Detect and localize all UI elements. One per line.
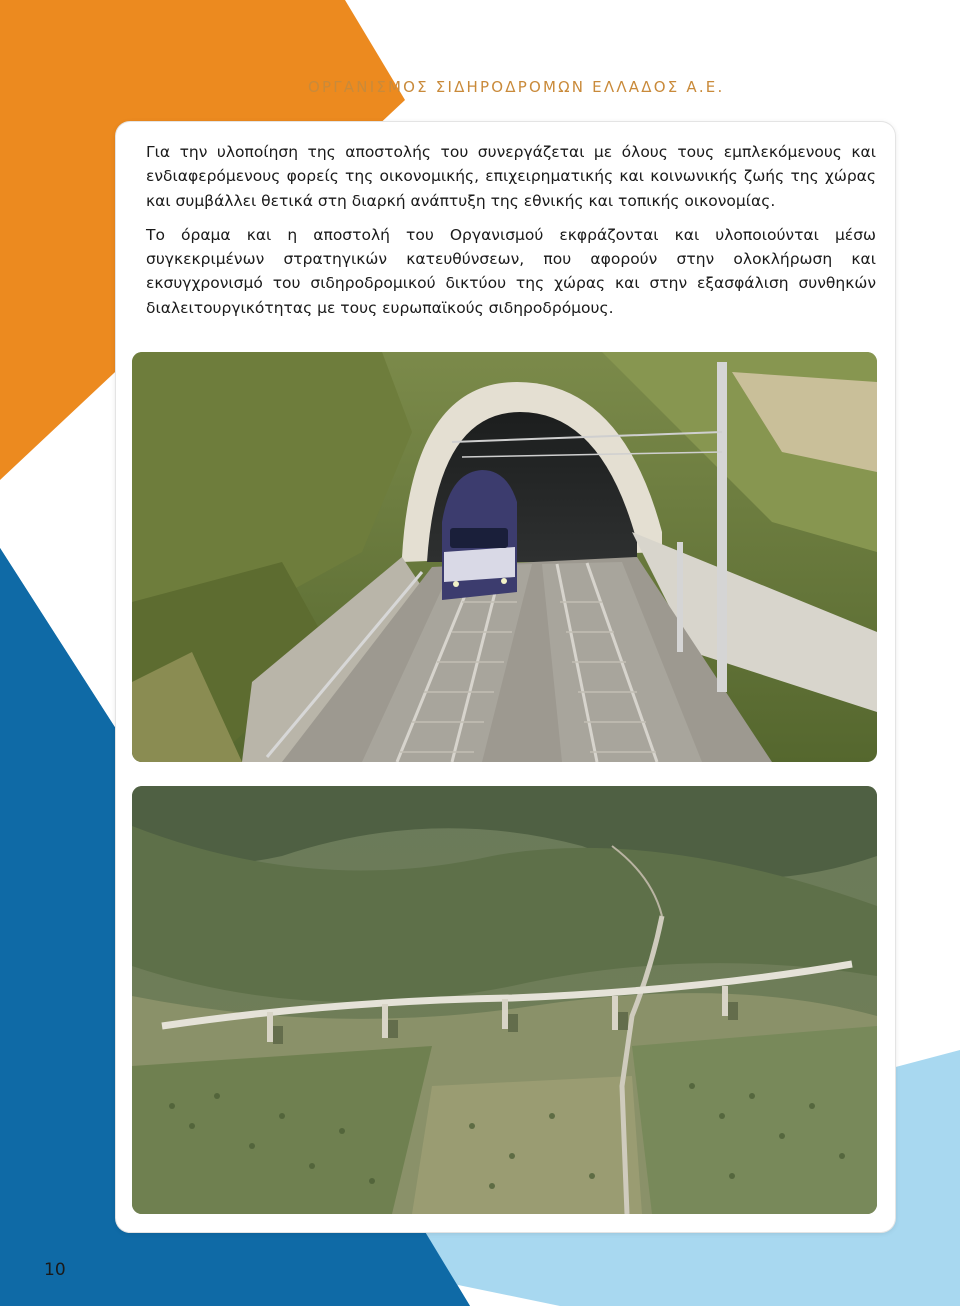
body-text <box>146 140 876 330</box>
page-number: 10 <box>44 1260 66 1280</box>
header-title: ΟΡΓΑΝΙΣΜΟΣ ΣΙΔΗΡΟΔΡΟΜΩΝ ΕΛΛΑΔΟΣ Α.Ε. <box>308 78 725 96</box>
paragraph-1: Για την υλοποίηση της αποστολής του συνεργάζεται με όλους τους εμπλεκόμενους και ενδιαφερόμενους φορείς της οικονομικής, επιχειρηματικής και κοινωνικής ζωής της χώρας και συμβάλλει θετικά στη διαρκή ανάπτυξη της εθνικής και τοπικής οικονομίας. <box>146 143 876 210</box>
train-tunnel-photo <box>132 352 877 762</box>
paragraph-2: Το όραμα και η αποστολή του Οργανισμού εκφράζονται και υλοποιούνται μέσω συγκεκριμένων στρατηγικών κατευθύνσεων, που αφορούν στην ολοκλήρωση και εκσυγχρονισμό του σιδηροδρομικού δικτύου της χώρας και στην εξασφάλιση συνθηκών διαλειτουργικότητας με τους ευρωπαϊκούς σιδηροδρόμους. <box>146 225 876 317</box>
viaduct-aerial-photo <box>132 786 877 1214</box>
